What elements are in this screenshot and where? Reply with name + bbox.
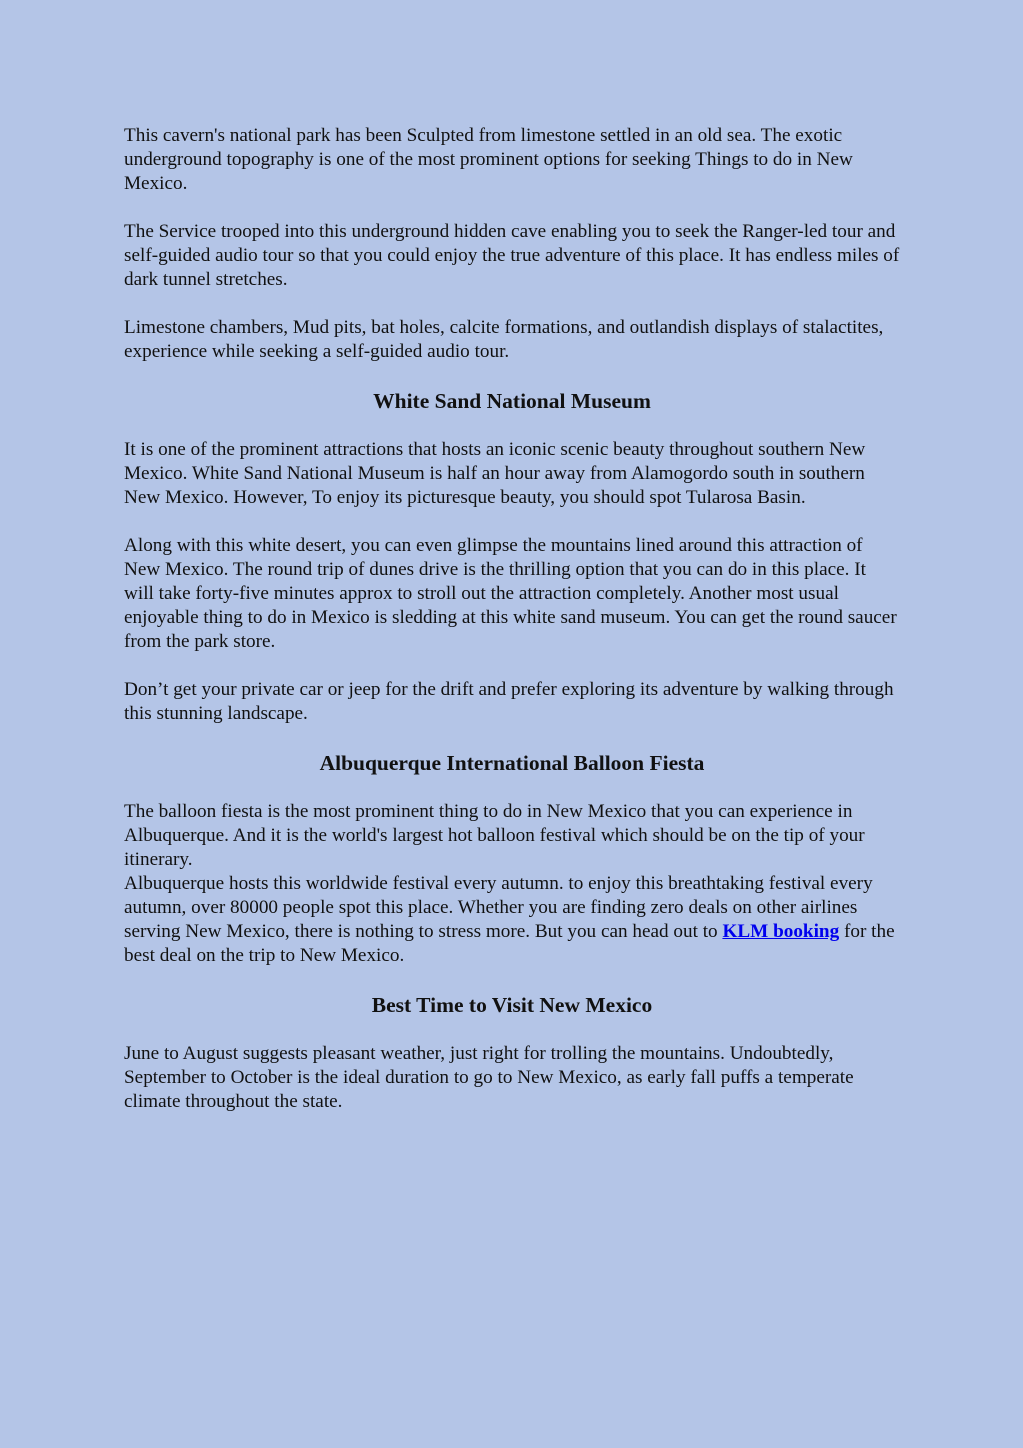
balloon-paragraph-2-text-before: Albuquerque hosts this worldwide festival every autumn. to enjoy this breathtaking festival every autumn, over 80000 people spot this place. Whether you are finding zero deals on other airlines serving New Mexico, there is nothing to stress more. But you can head out to (124, 873, 873, 942)
best-time-paragraph-1: June to August suggests pleasant weather, just right for trolling the mountains. Undoubtedly, September to October is the ideal duration to go to New Mexico, as early fall puffs a temperate climate throughout the state. (124, 1043, 854, 1112)
white-sand-paragraph-3: Don’t get your private car or jeep for the drift and prefer exploring its adventure by walking through this stunning landscape. (124, 679, 894, 724)
balloon-paragraph-1: The balloon fiesta is the most prominent thing to do in New Mexico that you can experience in Albuquerque. And it is the world's largest hot balloon festival which should be on the tip of your itinerary. (124, 801, 865, 870)
white-sand-heading: White Sand National Museum (373, 389, 651, 413)
intro-paragraph-1: This cavern's national park has been Sculpted from limestone settled in an old sea. The exotic underground topography is one of the most prominent options for seeking Things to do in New Mexico. (124, 125, 853, 194)
best-time-heading: Best Time to Visit New Mexico (371, 993, 653, 1017)
document-page (124, 124, 900, 1138)
white-sand-paragraph-1: It is one of the prominent attractions that hosts an iconic scenic beauty throughout southern New Mexico. White Sand National Museum is half an hour away from Alamogordo south in southern New Mexico. However, To enjoy its picturesque beauty, you should spot Tularosa Basin. (124, 439, 866, 508)
balloon-fiesta-heading: Albuquerque International Balloon Fiesta (319, 751, 705, 775)
white-sand-paragraph-2: Along with this white desert, you can even glimpse the mountains lined around this attraction of New Mexico. The round trip of dunes drive is the thrilling option that you can do in this place. It will take forty-five minutes approx to stroll out the attraction completely. Another most usual enjoyable thing to do in Mexico is sledding at this white sand museum. You can get the round saucer from the park store. (124, 535, 897, 652)
intro-paragraph-2: The Service trooped into this underground hidden cave enabling you to seek the Ranger-led tour and self-guided audio tour so that you could enjoy the true adventure of this place. It has endless miles of dark tunnel stretches. (124, 221, 900, 290)
balloon-paragraph-2 (124, 872, 900, 968)
klm-booking-link[interactable]: KLM booking (722, 921, 840, 942)
balloon-paragraph-2-text-after: for the best deal on the trip to New Mexico. (124, 921, 895, 966)
intro-paragraph-3: Limestone chambers, Mud pits, bat holes, calcite formations, and outlandish displays of stalactites, experience while seeking a self-guided audio tour. (124, 317, 884, 362)
